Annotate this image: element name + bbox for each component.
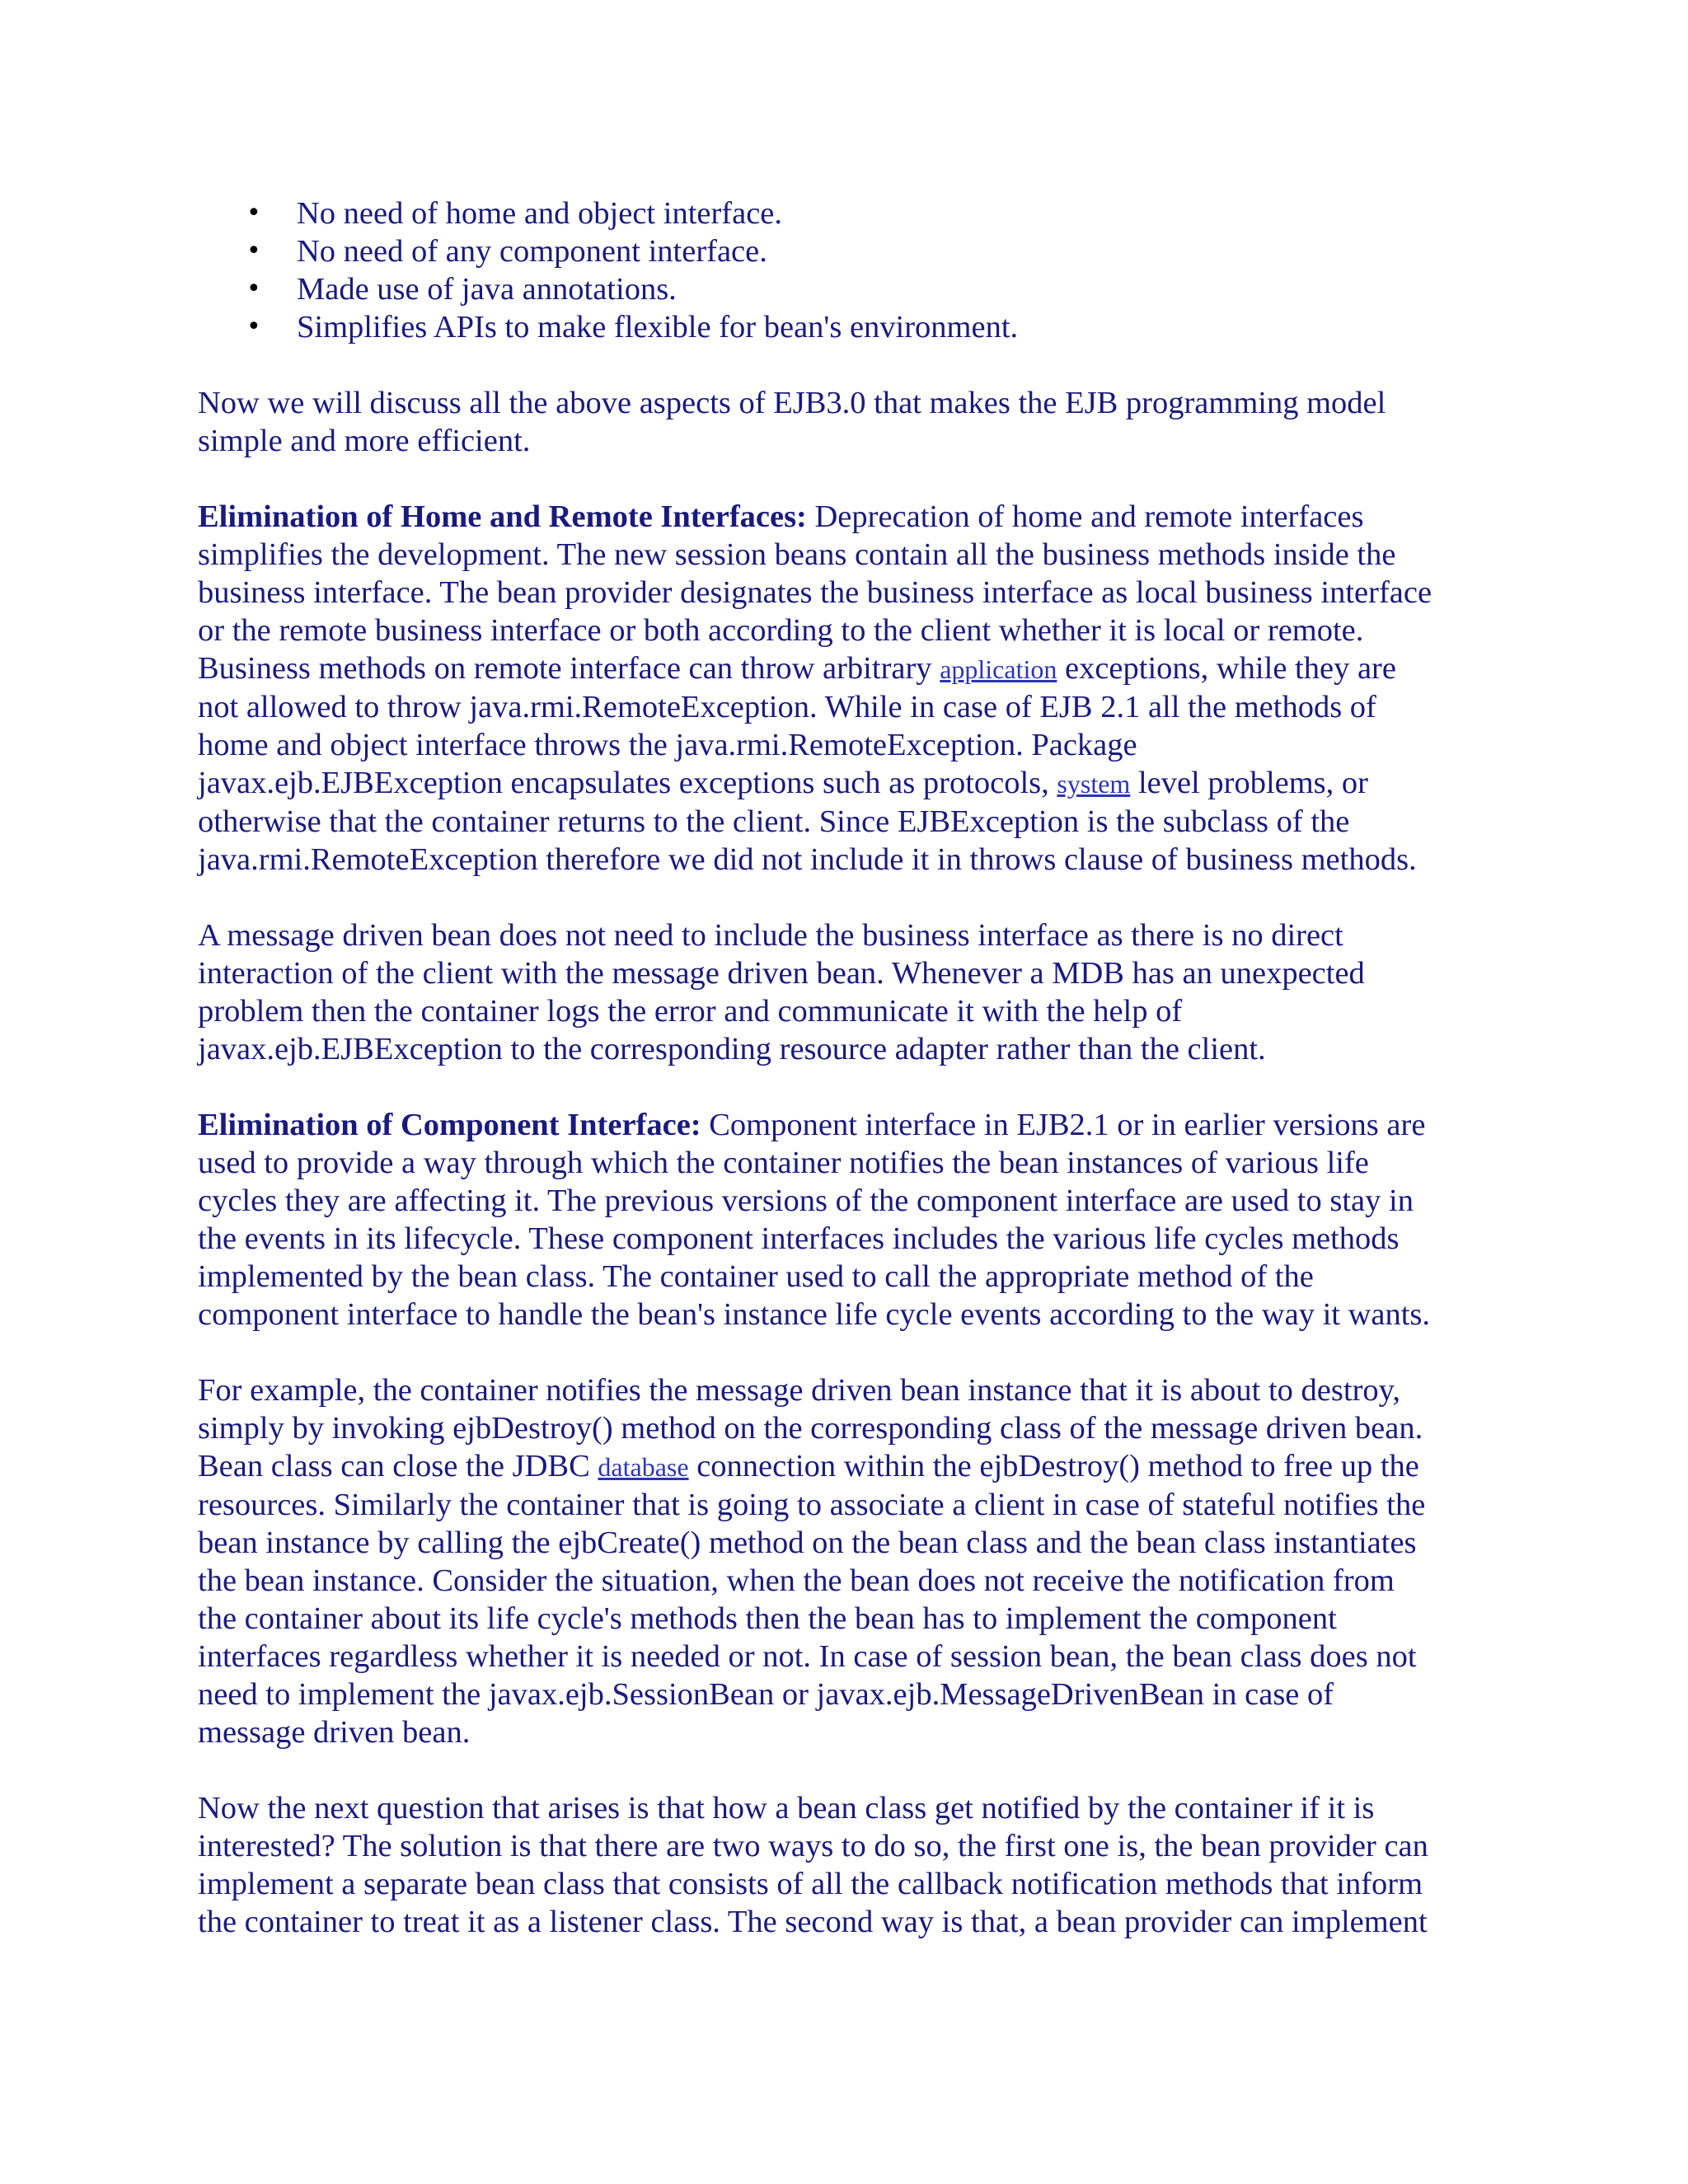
text-line: simple and more efficient. (198, 424, 531, 458)
text-line: javax.ejb.EJBException to the corresponding resource adapter rather than the client. (198, 1032, 1266, 1066)
text-line: Now we will discuss all the above aspects of EJB3.0 that makes the EJB programming model (198, 386, 1386, 420)
text-line: or the remote business interface or both according to the client whether it is local or remote. (198, 613, 1364, 648)
text-line: need to implement the javax.ejb.SessionBean or javax.ejb.MessageDrivenBean in case of (198, 1677, 1334, 1712)
text-line: cycles they are affecting it. The previous versions of the component interface are used to stay in (198, 1183, 1414, 1218)
text-line: Elimination of Home and Remote Interfaces: Deprecation of home and remote interfaces (198, 499, 1364, 534)
list-item: • Made use of java annotations. (297, 270, 1517, 308)
text-line: otherwise that the container returns to the client. Since EJBException is the subclass of the (198, 804, 1350, 839)
text-line: Business methods on remote interface can throw arbitrary application exceptions, while they are (198, 651, 1396, 686)
example-paragraph (198, 1371, 1517, 1751)
text-line: java.rmi.RemoteException therefore we did not include it in throws clause of business methods. (198, 842, 1417, 877)
next-question-paragraph (198, 1789, 1517, 1941)
section-heading: Elimination of Home and Remote Interfaces: (198, 499, 807, 534)
list-item: • No need of any component interface. (297, 232, 1517, 270)
text-line: Now the next question that arises is that how a bean class get notified by the container if it is (198, 1791, 1375, 1825)
text-line: Bean class can close the JDBC database connection within the ejbDestroy() method to free up the (198, 1449, 1419, 1483)
text-line: the bean instance. Consider the situation, when the bean does not receive the notification from (198, 1563, 1395, 1598)
text-line: interfaces regardless whether it is needed or not. In case of session bean, the bean class does not (198, 1639, 1417, 1674)
text-line: component interface to handle the bean's instance life cycle events according to the way it wants. (198, 1297, 1431, 1332)
component-interface-paragraph (198, 1106, 1517, 1333)
text-line: simply by invoking ejbDestroy() method on the corresponding class of the message driven bean. (198, 1411, 1423, 1446)
mdb-paragraph (198, 916, 1517, 1068)
text-line: interaction of the client with the message driven bean. Whenever a MDB has an unexpected (198, 956, 1365, 991)
text-line: implemented by the bean class. The container used to call the appropriate method of the (198, 1259, 1314, 1294)
text-line: bean instance by calling the ejbCreate() method on the bean class and the bean class instantiates (198, 1526, 1417, 1560)
list-item: • No need of home and object interface. (297, 194, 1517, 232)
text-line: A message driven bean does not need to include the business interface as there is no direct (198, 918, 1343, 953)
text-line: interested? The solution is that there are two ways to do so, the first one is, the bean provider can (198, 1829, 1428, 1863)
home-remote-paragraph (198, 498, 1517, 879)
feature-list (198, 194, 1517, 346)
text-line: home and object interface throws the java.rmi.RemoteException. Package (198, 728, 1137, 762)
system-link[interactable]: system (1057, 769, 1131, 799)
document-page (198, 194, 1517, 1979)
text-line: the container about its life cycle's methods then the bean has to implement the component (198, 1601, 1337, 1636)
text-line: problem then the container logs the error and communicate it with the help of (198, 994, 1183, 1029)
list-item: • Simplifies APIs to make flexible for bean's environment. (297, 308, 1517, 346)
intro-paragraph (198, 384, 1517, 460)
text-line: message driven bean. (198, 1715, 471, 1750)
application-link[interactable]: application (940, 654, 1057, 684)
text-line: javax.ejb.EJBException encapsulates exceptions such as protocols, system level problems, or (198, 766, 1368, 800)
database-link[interactable]: database (598, 1452, 689, 1482)
text-line: Elimination of Component Interface: Component interface in EJB2.1 or in earlier versions are (198, 1108, 1426, 1142)
text-line: the events in its lifecycle. These component interfaces includes the various life cycles methods (198, 1221, 1400, 1256)
text-line: For example, the container notifies the message driven bean instance that it is about to destroy, (198, 1373, 1401, 1408)
text-line: simplifies the development. The new session beans contain all the business methods inside the (198, 537, 1396, 572)
text-line: implement a separate bean class that consists of all the callback notification methods that inform (198, 1867, 1423, 1901)
text-line: used to provide a way through which the container notifies the bean instances of various life (198, 1146, 1369, 1180)
text-line: business interface. The bean provider designates the business interface as local business interface (198, 575, 1432, 610)
text-line: resources. Similarly the container that is going to associate a client in case of stateful notifies the (198, 1488, 1426, 1522)
text-line: not allowed to throw java.rmi.RemoteException. While in case of EJB 2.1 all the methods of (198, 690, 1376, 724)
section-heading: Elimination of Component Interface: (198, 1108, 701, 1142)
text-line: the container to treat it as a listener class. The second way is that, a bean provider can implement (198, 1905, 1428, 1939)
